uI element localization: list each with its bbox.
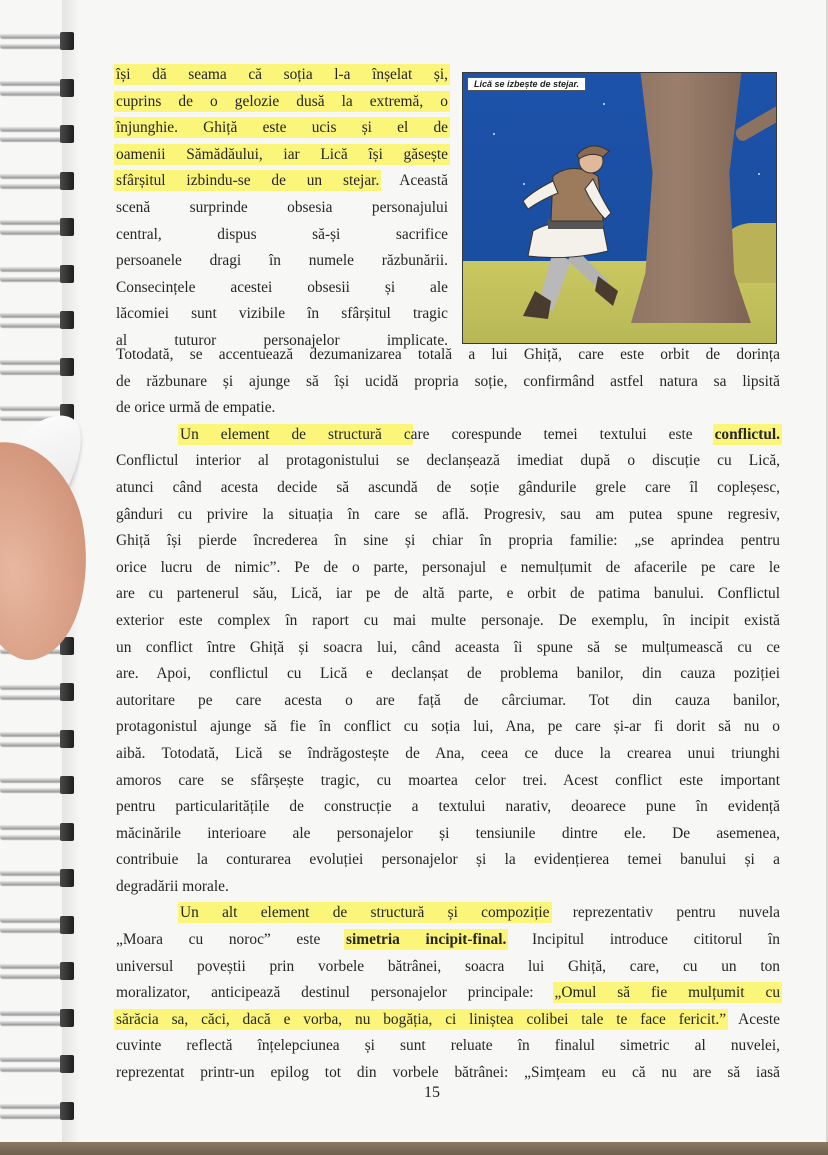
text-line: central, dispus să-și sacrifice xyxy=(116,225,448,243)
coil-wire xyxy=(0,741,66,746)
paragraph-2-first-line: Un element de structură care corespunde temei textului este conflictul. xyxy=(180,425,780,443)
binding-hole xyxy=(60,776,74,794)
coil-wire xyxy=(0,322,66,327)
coil-wire xyxy=(0,33,66,38)
spiral-coil xyxy=(0,170,74,192)
text-line: al tuturor personajelor implicate. xyxy=(116,331,448,349)
binding-hole xyxy=(60,1009,74,1027)
coil-wire xyxy=(0,405,66,410)
star xyxy=(758,173,760,175)
star xyxy=(603,103,605,105)
coil-wire xyxy=(0,917,66,922)
text-line: atunci când acesta decide să ascundă de soție gândurile grele care îl copleșesc, xyxy=(116,478,780,496)
coil-wire xyxy=(0,731,66,736)
spiral-coil xyxy=(0,1007,74,1029)
paragraph-3-first-line: Un alt element de structură și compoziție reprezentativ pentru nuvela xyxy=(180,904,780,922)
text-line: moralizator, anticipează destinul personajelor principale: „Omul să fie mulțumit cu xyxy=(116,984,781,1002)
spiral-coil xyxy=(0,774,74,796)
binding-hole xyxy=(60,265,74,283)
text-line: pentru particularitățile de construcție a textului narativ, deoarece pune în evidență xyxy=(116,798,780,816)
binding-hole xyxy=(60,1102,74,1120)
text-line: își dă seama că soția l-a înșelat și, xyxy=(116,66,448,83)
coil-wire xyxy=(0,1103,66,1108)
text-line: reprezentat printr-un epilog tot din vorbele bătrânei: „Simțeam eu că nu are să iasă xyxy=(116,1064,780,1082)
coil-wire xyxy=(0,824,66,829)
spiral-coil xyxy=(0,867,74,889)
coil-wire xyxy=(0,880,66,885)
coil-wire xyxy=(0,963,66,968)
spiral-coil xyxy=(0,1100,74,1122)
spiral-coil xyxy=(0,123,74,145)
binding-hole xyxy=(60,916,74,934)
coil-wire xyxy=(0,927,66,932)
coil-wire xyxy=(0,1113,66,1118)
text-line: universul poveștii prin vorbele bătrânei, soacra lui Ghiță, care, cu un ton xyxy=(116,957,780,975)
text-line: degradării morale. xyxy=(116,877,229,895)
text-line: contribuie la conturarea evoluției personajelor și la evidențierea temei banului și a xyxy=(116,851,780,869)
text-line: Consecințele acestei obsesii și ale xyxy=(116,278,448,296)
main-text xyxy=(116,342,780,1087)
keyword-conflictul: conflictul. xyxy=(714,425,780,443)
coil-wire xyxy=(0,43,66,48)
spiral-coil xyxy=(0,960,74,982)
spiral-coil xyxy=(0,263,74,285)
text-line: sărăcia sa, căci, dacă e vorba, nu bogăția, ci liniștea colibei tale te face fericit.” Aceste xyxy=(116,1010,780,1028)
spiral-coil xyxy=(0,30,74,52)
text-line: protagonistul ajunge să fie în conflict cu soția lui, Ana, pe care și-ar fi dorit să nu o xyxy=(116,718,780,736)
text-line: scenă surprinde obsesia personajului xyxy=(116,198,448,216)
coil-wire xyxy=(0,229,66,234)
binding-hole xyxy=(60,683,74,701)
coil-wire xyxy=(0,1066,66,1071)
coil-wire xyxy=(0,219,66,224)
binding-hole xyxy=(60,730,74,748)
coil-wire xyxy=(0,369,66,374)
binding-hole xyxy=(60,358,74,376)
binding-hole xyxy=(60,869,74,887)
text-line: orice lucru de nimic”. Pe de o parte, personajul e nemulțumit de afacerile pe care le xyxy=(116,558,780,576)
coil-wire xyxy=(0,276,66,281)
running-man-figure xyxy=(513,121,643,321)
coil-wire xyxy=(0,777,66,782)
coil-wire xyxy=(0,1010,66,1015)
illustration-lica-oak xyxy=(462,72,777,344)
coil-wire xyxy=(0,126,66,131)
keyword-simetria: simetria incipit-final. xyxy=(346,931,507,949)
binding-hole xyxy=(60,311,74,329)
text-line: un conflict între Ghiță și soacra lui, când aceasta îi spune să se mulțumească cu ce xyxy=(116,638,780,656)
text-line: „Moara cu noroc” este simetria incipit-final. Incipitul introduce cititorul în xyxy=(116,931,780,949)
spiral-coil xyxy=(0,309,74,331)
spiral-coil xyxy=(0,356,74,378)
spiral-coil xyxy=(0,681,74,703)
text-line: are. Apoi, conflictul cu Lică e declanșat de problema banilor, din cauza poziției xyxy=(116,665,780,683)
coil-wire xyxy=(0,834,66,839)
text-line: cuvinte reflectă înțelepciunea și sunt reluate în finalul simetric al nuvelei, xyxy=(116,1037,780,1055)
text-line: înjunghie. Ghiță este ucis și el de xyxy=(116,119,448,137)
text-line: aibă. Totodată, Lică se îndrăgostește de Ana, ceea ce duce la crearea unui triunghi xyxy=(116,744,780,762)
text-line: oamenii Sămădăului, iar Lică își găsește xyxy=(116,145,448,163)
spiral-coil xyxy=(0,216,74,238)
coil-wire xyxy=(0,1056,66,1061)
spiral-coil xyxy=(0,728,74,750)
coil-wire xyxy=(0,312,66,317)
text-line: de răzbunare și ajunge să își ucidă propria soție, confirmând astfel natura sa lipsită xyxy=(116,372,780,390)
text-line: cuprins de o gelozie dusă la extremă, o xyxy=(116,92,448,110)
coil-wire xyxy=(0,870,66,875)
binding-hole xyxy=(60,79,74,97)
binding-hole xyxy=(60,962,74,980)
coil-wire xyxy=(0,694,66,699)
text-line: gânduri cu privire la situația în care se află. Progresiv, sau am putea spune regresiv, xyxy=(116,505,780,523)
text-line: amoros care se sfârșește tragic, cu moartea celor trei. Acest conflict este important xyxy=(116,771,780,789)
coil-wire xyxy=(0,787,66,792)
coil-wire xyxy=(0,684,66,689)
text-line: Totodată, se accentuează dezumanizarea totală a lui Ghiță, care este orbit de dorința xyxy=(116,346,780,363)
binding-hole xyxy=(60,1055,74,1073)
spiral-coil xyxy=(0,914,74,936)
text-line: are cu partenerul său, Lică, iar pe de altă parte, e orbit de patima banului. Conflictul xyxy=(116,585,780,603)
thumb xyxy=(0,432,101,667)
binding-hole xyxy=(60,32,74,50)
binding-hole xyxy=(60,125,74,143)
coil-wire xyxy=(0,90,66,95)
binding-hole xyxy=(60,218,74,236)
coil-wire xyxy=(0,80,66,85)
spiral-coil xyxy=(0,821,74,843)
text-line: de orice urmă de empatie. xyxy=(116,399,276,417)
coil-wire xyxy=(0,136,66,141)
text-line: exterior este complex în raport cu mai multe personaje. De exemplu, în incipit există xyxy=(116,611,780,629)
illustration-caption: Lică se izbește de stejar. xyxy=(467,77,586,91)
coil-wire xyxy=(0,183,66,188)
text-line: Conflictul interior al protagonistului se declanșează imediat după o discuție cu Lică, xyxy=(116,452,780,470)
coil-wire xyxy=(0,359,66,364)
coil-wire xyxy=(0,266,66,271)
text-line: persoanele dragi în numele răzbunării. xyxy=(116,252,448,270)
table-surface xyxy=(0,1142,828,1155)
text-line: sfârșitul izbindu-se de un stejar. Această xyxy=(116,172,448,190)
star xyxy=(493,133,495,135)
text-line: lăcomiei sunt vizibile în sfârșitul tragic xyxy=(116,305,448,323)
text-line: Ghiță își pierde încrederea în sine și chiar în propria familie: „se aprindea pentru xyxy=(116,532,780,550)
text-line: măcinările interioare ale personajelor și tensiunile dintre ele. De asemenea, xyxy=(116,824,780,842)
spiral-coil xyxy=(0,77,74,99)
coil-wire xyxy=(0,173,66,178)
text-line: autoritare pe care acesta o are față de cârciumar. Tot din cauza banilor, xyxy=(116,691,780,709)
paragraph-1-narrow xyxy=(116,62,448,355)
coil-wire xyxy=(0,1020,66,1025)
page-number: 15 xyxy=(424,1084,440,1101)
binding-hole xyxy=(60,823,74,841)
spiral-coil xyxy=(0,1053,74,1075)
binding-hole xyxy=(60,172,74,190)
coil-wire xyxy=(0,973,66,978)
